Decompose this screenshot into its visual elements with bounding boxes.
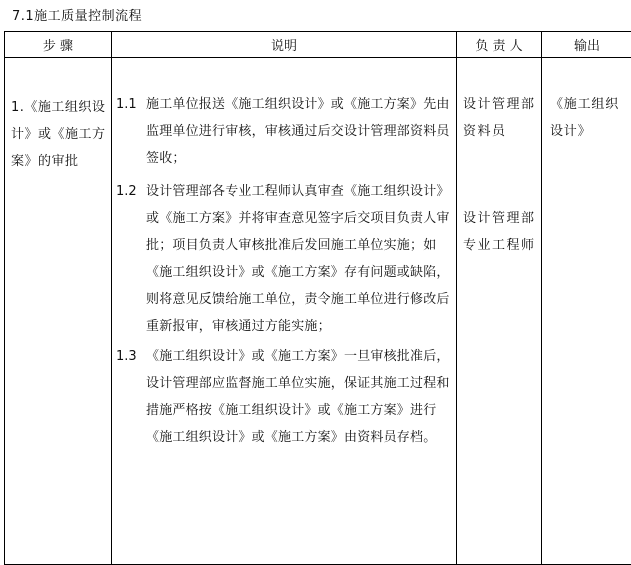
table-header-row bbox=[5, 32, 631, 58]
item-number: 1.3 bbox=[116, 343, 146, 451]
header-output: 输出 bbox=[542, 32, 631, 58]
header-responsible: 负 责 人 bbox=[457, 32, 542, 58]
quality-control-table bbox=[4, 31, 631, 565]
list-item bbox=[116, 343, 452, 451]
responsible-archivist: 设计管理部资料员 bbox=[463, 91, 537, 145]
list-item bbox=[116, 178, 452, 340]
item-text: 设计管理部各专业工程师认真审查《施工组织设计》或《施工方案》并将审查意见签字后交项目负责人审批；项目负责人审核批准后发回施工单位实施；如《施工组织设计》或《施工方案》存有问题或缺陷，则将意见反馈给施工单位，责令施工单位进行修改后重新报审，审核通过方能实施； bbox=[146, 178, 452, 340]
list-item bbox=[116, 91, 452, 172]
item-number: 1.1 bbox=[116, 91, 146, 172]
responsible-engineer: 设计管理部专业工程师 bbox=[463, 205, 537, 259]
responsible-cell bbox=[457, 58, 542, 565]
description-cell bbox=[112, 58, 457, 565]
item-number: 1.2 bbox=[116, 178, 146, 340]
header-step: 步 骤 bbox=[5, 32, 112, 58]
item-text: 《施工组织设计》或《施工方案》一旦审核批准后，设计管理部应监督施工单位实施，保证其施工过程和措施严格按《施工组织设计》或《施工方案》进行《施工组织设计》或《施工方案》由资料员存档。 bbox=[146, 343, 452, 451]
header-description: 说明 bbox=[112, 32, 457, 58]
section-heading: 7.1施工质量控制流程 bbox=[12, 5, 142, 24]
output-cell bbox=[542, 58, 631, 565]
item-text: 施工单位报送《施工组织设计》或《施工方案》先由监理单位进行审核，审核通过后交设计管理部资料员签收； bbox=[146, 91, 452, 172]
step-cell bbox=[5, 58, 112, 565]
step-text: 1.《施工组织设计》或《施工方案》的审批 bbox=[11, 100, 106, 169]
table-row bbox=[5, 58, 631, 565]
output-text: 《施工组织设计》 bbox=[550, 97, 619, 139]
